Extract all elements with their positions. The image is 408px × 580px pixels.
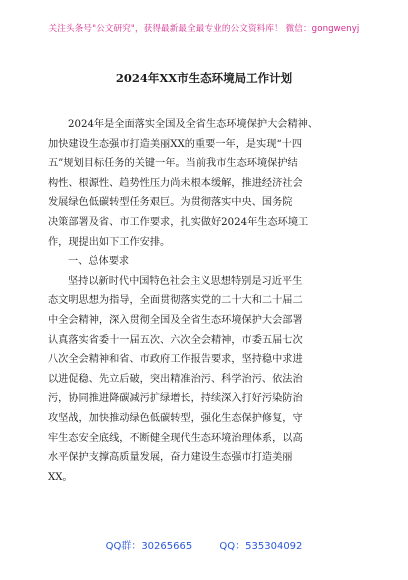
body-line: 一、总体要求 — [68, 256, 130, 268]
footer-qq-group: QQ群：30265665 — [105, 541, 193, 552]
body-line: 2024年是全面落实全国及全省生态环境保护大会精神、 — [68, 119, 319, 130]
body-line: 构性、根源性、趋势性压力尚未根本缓解，推进经济社会 — [48, 177, 303, 189]
body-line: 八次全会精神和省、市政府工作报告要求，坚持稳中求进 — [48, 354, 303, 366]
body-line: 态文明思想为指导，全面贯彻落实党的二十大和二十届二 — [48, 295, 303, 307]
body-line: 水平保护支撑高质量发展，奋力建设生态强市打造美丽 — [48, 452, 293, 464]
body-line: 以进促稳、先立后破，突出精准治污、科学治污、依法治 — [48, 373, 303, 385]
document-body — [48, 115, 370, 487]
body-line: 污，协同推进降碳减污扩绿增长，持续深入打好污染防治 — [48, 393, 303, 405]
document-title: 2024年XX市生态环境局工作计划 — [115, 71, 293, 85]
body-line: 加快建设生态强市打造美丽XX的重要一年，是实现“十四 — [48, 138, 303, 150]
body-line: 发展绿色低碳转型任务艰巨。为贯彻落实中央、国务院 — [48, 197, 293, 209]
body-line: 决策部署及省、市工作要求，扎实做好2024年生态环境工 — [48, 216, 309, 228]
header-promo-note: 关注头条号"公文研究"，获得最新最全最专业的公文资料库！ 微信：gongwenyj — [48, 24, 360, 34]
body-line: 牢生态安全底线，不断健全现代生态环境治理体系，以高 — [48, 432, 303, 444]
body-line: 坚持以新时代中国特色社会主义思想特别是习近平生 — [68, 275, 303, 287]
footer-contact — [0, 537, 408, 552]
footer-qq: QQ：535304092 — [219, 541, 303, 552]
body-line: 五”规划目标任务的关键一年。当前我市生态环境保护结 — [48, 158, 298, 170]
body-line: 中全会精神，深入贯彻全国及全省生态环境保护大会部署 — [48, 314, 303, 326]
body-line: XX。 — [48, 471, 73, 483]
body-line: 作，现提出如下工作安排。 — [48, 236, 171, 248]
body-line: 认真落实省委十一届五次、六次全会精神，市委五届七次 — [48, 334, 303, 346]
body-line: 攻坚战，加快推动绿色低碳转型，强化生态保护修复，守 — [48, 412, 303, 424]
